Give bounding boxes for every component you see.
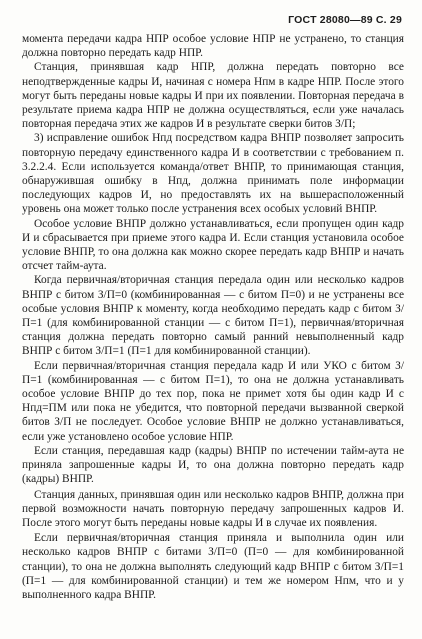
paragraph: Если первичная/вторичная станция приняла и выполнила один или несколько кадров ВНПР с битами З/П=0 (П=0 — для комбинированной станции), то она не должна выполнять следующий кадр ВНПР с битом З/П=1 (П=1 — для комбинированной станции) и тем же номером Нпм, что и у выполненного кадра ВНПР. — [22, 532, 404, 601]
paragraph: Если станция, передавшая кадр (кадры) ВНПР по истечении тайм-аута не приняла запрошенные кадры И, то она должна повторно передать кадр (кадры) ВНПР. — [22, 444, 404, 486]
paragraph: Станция данных, принявшая один или несколько кадров ВНПР, должна при первой возможности начать повторную передачу запрошенных кадров И. После этого могут быть переданы новые кадры И в случае их появления. — [22, 488, 404, 529]
paragraph-numbered-item: 3) исправление ошибок Нпд посредством кадра ВНПР позволяет запросить повторную передачу единственного кадра И в соответствии с требованием п. 3.2.2.4. Если используется команда/ответ ВНПР, то принимающая станция, обнаружившая ошибку в Нпд, должна принимать поле информации последующих кадров И, но предоставлять их на вышерасположенный уровень она может только после устранения всех особых условий ВНПР. — [22, 132, 404, 216]
paragraph: Когда первичная/вторичная станция передала один или несколько кадров ВНПР с битом З/П=0 (комбинированная — с битом П=0) и не устранены все особые условия ВНПР к моменту, когда необходимо передать кадр с битом З/П=1 (для комбинированной станции — с битом П=1), первичная/вторичная станция должна передать повторно самый ранний невыполненный кадр ВНПР с битом З/П=1 (П=1 для комбинированной станции). — [22, 274, 404, 358]
paragraph: Особое условие ВНПР должно устанавливаться, если пропущен один кадр И и сбрасывается при приеме этого кадра И. Если станция установила особое условие ВНПР, то она должна как можно скорее передать кадр ВНПР и начать отсчет тайм-аута. — [22, 217, 404, 273]
paragraph: Если первичная/вторичная станция передала кадр И или УКО с битом З/П=1 (комбинированная — с битом П=1), то она не должна устанавливать особое условие ВНПР до тех пор, пока не примет хотя бы один кадр И с Нпд=ПМ или пока не убедится, что повторной передачи вызванной сверкой битов З/П не последует. Особое условие ВНПР не должно устанавливаться, если уже установлено особое условие НПР. — [22, 359, 404, 443]
paragraph-continuation: момента передачи кадра НПР особое условие НПР не устранено, то станция должна повторно передать кадр НПР. — [22, 33, 404, 60]
page-header: ГОСТ 28080—89 С. 29 — [288, 14, 402, 26]
document-body — [22, 32, 404, 602]
paragraph: Станция, принявшая кадр НПР, должна передать повторно все неподтвержденные кадры И, начиная с номера Нпм в кадре НПР. После этого могут быть переданы новые кадры И при их появлении. Повторная передача в результате приема кадра НПР не должна осуществляться, если уже началась повторная передача этих же кадров И в результате сверки битов З/П; — [22, 61, 404, 131]
